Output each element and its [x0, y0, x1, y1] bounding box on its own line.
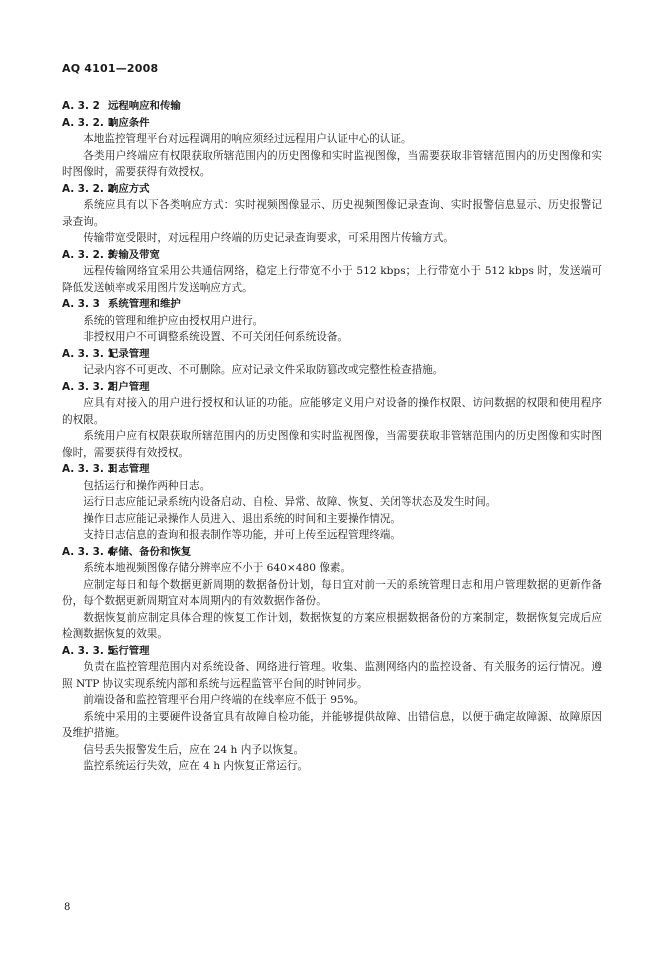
body-paragraph: 系统应具有以下各类响应方式：实时视频图像显示、历史视频图像记录查询、实时报警信息显示、历史报警记录查询。: [62, 199, 602, 228]
body-paragraph: 系统用户应有权限获取所辖范围内的历史图像和实时监视图像，当需要获取非管辖范围内的历史图像和实时图像时，需要获得有效授权。: [62, 430, 602, 459]
section-title: 响应方式: [108, 182, 150, 195]
section-heading: [62, 346, 602, 363]
section-title: 日志管理: [108, 463, 150, 475]
section-title: 用户管理: [108, 380, 150, 393]
section-number: A. 3. 2. 2: [62, 182, 115, 195]
body-paragraph: 负责在监控管理范围内对系统设备、网络进行管理。收集、监测网络内的监控设备、有关服务的运行情况。遵照 NTP 协议实现系统内部和系统与远程监管平台间的时钟同步。: [62, 661, 602, 690]
section-heading: [62, 115, 602, 132]
section-title: 响应条件: [108, 116, 150, 129]
section-title: 记录管理: [108, 347, 150, 360]
body-paragraph: 系统中采用的主要硬件设备宜具有故障自检功能，并能够提供故障、出错信息，以便于确定故障源、故障原因及维护措施。: [62, 710, 602, 739]
section-heading: [62, 379, 602, 396]
document-body: [62, 98, 602, 775]
body-paragraph: 系统本地视频图像存储分辨率应不小于 640×480 像素。: [83, 562, 352, 574]
section-number: A. 3. 2. 3: [62, 248, 115, 261]
body-paragraph: 监控系统运行失效，应在 4 h 内恢复正常运行。: [83, 760, 309, 772]
section-heading: [62, 98, 602, 115]
section-heading: [62, 643, 602, 660]
section-title: 存储、备份和恢复: [108, 545, 192, 558]
body-paragraph: 远程传输网络宜采用公共通信网络，稳定上行带宽不小于 512 kbps；上行带宽小于 512 kbps 时，发送端可降低发送帧率或采用图片发送响应方式。: [62, 265, 602, 294]
section-heading: [62, 461, 602, 478]
section-number: A. 3. 3. 4: [62, 545, 115, 558]
body-paragraph: 非授权用户不可调整系统设置、不可关闭任何系统设备。: [83, 331, 349, 343]
body-paragraph: 应制定每日和每个数据更新周期的数据备份计划，每日宜对前一天的系统管理日志和用户管理数据的更新作备份，每个数据更新周期宜对本周期内的有效数据作备份。: [62, 578, 602, 607]
body-paragraph: 本地监控管理平台对远程调用的响应须经过远程用户认证中心的认证。: [83, 133, 412, 145]
body-paragraph: 记录内容不可更改、不可删除。应对记录文件采取防篡改或完整性检查措施。: [83, 364, 444, 376]
body-paragraph: 各类用户终端应有权限获取所辖范围内的历史图像和实时监视图像，当需要获取非管辖范围内的历史图像和实时图像时，需要获得有效授权。: [62, 149, 602, 178]
body-paragraph: 应具有对接入的用户进行授权和认证的功能。应能够定义用户对设备的操作权限、访问数据的权限和使用程序的权限。: [62, 397, 602, 426]
body-paragraph: 系统的管理和维护应由授权用户进行。: [83, 314, 264, 327]
section-number: A. 3. 3. 1: [62, 347, 115, 360]
section-number: A. 3. 3. 3: [62, 463, 115, 475]
section-number: A. 3. 2. 1: [62, 116, 115, 129]
section-title: 传输及带宽: [108, 248, 160, 261]
section-heading: [62, 181, 602, 198]
section-heading: [62, 296, 602, 313]
document-standard-number: AQ 4101—2008: [62, 62, 159, 75]
section-number: A. 3. 2: [62, 100, 100, 112]
body-paragraph: 传输带宽受限时，对远程用户终端的历史记录查询要求，可采用图片传输方式。: [83, 232, 454, 244]
body-paragraph: 包括运行和操作两种日志。: [83, 479, 211, 492]
section-number: A. 3. 3. 2: [62, 380, 115, 393]
body-paragraph: 数据恢复前应制定具体合理的恢复工作计划，数据恢复的方案应根据数据备份的方案制定，数据恢复完成后应检测数据恢复的效果。: [62, 611, 602, 640]
section-number: A. 3. 3. 5: [62, 644, 115, 657]
body-paragraph: 信号丢失报警发生后，应在 24 h 内予以恢复。: [83, 743, 305, 756]
section-title: 运行管理: [108, 644, 150, 657]
body-paragraph: 操作日志应能记录操作人员进入、退出系统的时间和主要操作情况。: [83, 512, 401, 525]
body-paragraph: 运行日志应能记录系统内设备启动、自检、异常、故障、恢复、关闭等状态及发生时间。: [83, 496, 497, 508]
page-number: 8: [64, 902, 71, 913]
body-paragraph: 前端设备和监控管理平台用户终端的在线率应不低于 95%。: [83, 694, 365, 706]
section-heading: [62, 544, 602, 561]
section-title: 远程响应和传输: [108, 100, 181, 112]
section-number: A. 3. 3: [62, 298, 100, 310]
section-heading: [62, 247, 602, 264]
section-title: 系统管理和维护: [108, 298, 181, 310]
body-paragraph: 支持日志信息的查询和报表制作等功能，并可上传至远程管理终端。: [83, 529, 401, 541]
